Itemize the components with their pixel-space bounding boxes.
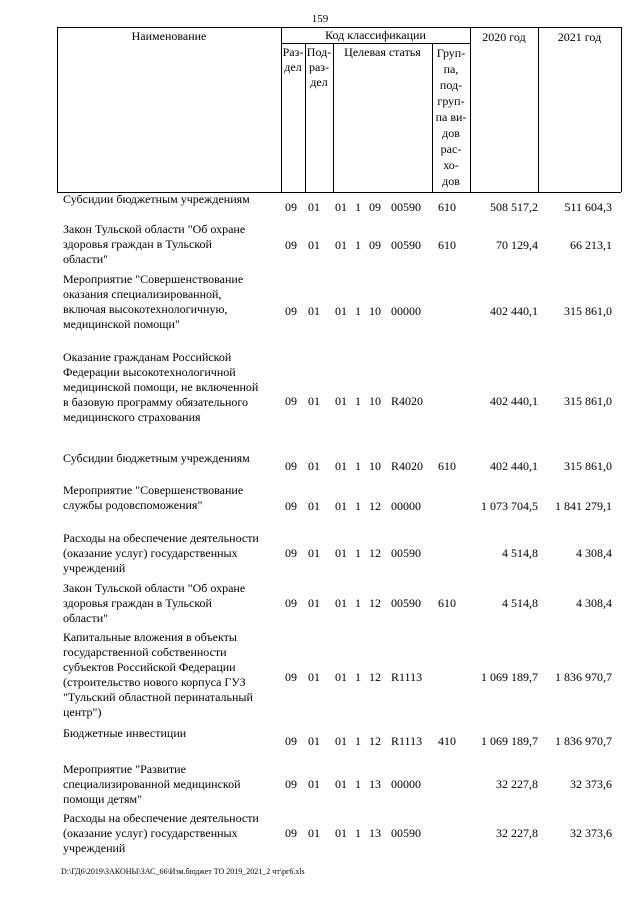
row-name-line: Бюджетные инвестиции (63, 726, 187, 740)
header-year-2020: 2020 год (482, 30, 526, 44)
row-name-line: Федерации высокотехнологичной (63, 365, 236, 379)
row-name (63, 272, 278, 332)
row-name (63, 726, 278, 741)
razdel-cell: 09 (285, 459, 297, 473)
row-name (63, 350, 278, 425)
header-year-2021: 2021 год (557, 30, 602, 44)
value-2021: 4 308,4 (576, 546, 612, 560)
target-item-part4: 00590 (391, 200, 421, 214)
target-item-part3: 13 (369, 777, 381, 791)
value-2020: 508 517,2 (490, 200, 538, 214)
value-2021: 315 861,0 (564, 459, 612, 473)
expense-group-cell: 610 (438, 238, 456, 252)
value-2021: 1 836 970,7 (555, 734, 612, 748)
header-target-item: Целевая статья (344, 45, 421, 59)
row-name-line: здоровья граждан в Тульской (63, 596, 212, 610)
razdel-cell: 09 (285, 596, 297, 610)
row-name-line: (строительство нового корпуса ГУЗ (63, 675, 246, 689)
razdel-cell: 09 (285, 394, 297, 408)
value-2021: 32 373,6 (570, 777, 612, 791)
value-2020: 402 440,1 (490, 304, 538, 318)
target-item-part2: 1 (355, 734, 361, 748)
target-item-part2: 1 (355, 596, 361, 610)
value-2021: 511 604,3 (564, 200, 612, 214)
value-2021: 1 841 279,1 (555, 499, 612, 513)
podrazdel-cell: 01 (308, 394, 320, 408)
row-name-line: Расходы на обеспечение деятельности (63, 531, 259, 545)
target-item-part4: 00590 (391, 826, 421, 840)
row-name-line: Оказание гражданам Российской (63, 350, 232, 364)
target-item-part4: R1113 (391, 734, 423, 748)
row-name-line: оказания специализированной, (63, 287, 222, 301)
target-item-part3: 10 (369, 304, 381, 318)
podrazdel-cell: 01 (308, 596, 320, 610)
expense-group-cell: 610 (438, 459, 456, 473)
target-item-part2: 1 (355, 670, 361, 684)
target-item-part4: R4020 (391, 394, 424, 408)
target-item-part2: 1 (355, 394, 361, 408)
value-2021: 4 308,4 (576, 596, 612, 610)
value-2021: 315 861,0 (564, 304, 612, 318)
target-item-part1: 01 (335, 546, 347, 560)
row-name-line: Мероприятие "Совершенствование (63, 483, 244, 497)
row-name-line: медицинской помощи, не включенной (63, 380, 259, 394)
header-name: Наименование (131, 29, 207, 43)
target-item-part1: 01 (335, 200, 347, 214)
target-item-part2: 1 (355, 304, 361, 318)
target-item-part3: 09 (369, 200, 381, 214)
podrazdel-cell: 01 (308, 200, 320, 214)
target-item-part1: 01 (335, 734, 347, 748)
value-2020: 1 069 189,7 (481, 734, 538, 748)
target-item-part3: 10 (369, 459, 381, 473)
podrazdel-cell: 01 (308, 459, 320, 473)
target-item-part3: 12 (369, 499, 381, 513)
row-name-line: медицинского страхования (63, 410, 201, 424)
row-name (63, 811, 278, 856)
row-name-line: Субсидии бюджетным учреждениям (63, 192, 250, 206)
podrazdel-cell: 01 (308, 734, 320, 748)
page-number: 159 (311, 13, 329, 25)
expense-group-cell: 610 (438, 200, 456, 214)
target-item-part1: 01 (335, 459, 347, 473)
target-item-part4: 00000 (391, 499, 421, 513)
row-name-line: государственной собственности (63, 645, 227, 659)
razdel-cell: 09 (285, 734, 297, 748)
value-2020: 32 227,8 (496, 777, 538, 791)
file-path-footer: D:\ГД6\2019\ЗАКОНЫ\ЗАС_66\Изм.бюджет ТО 2019_2021_2 чт\рг6.xls (61, 867, 305, 876)
value-2021: 32 373,6 (570, 826, 612, 840)
row-name-line: центр") (63, 705, 102, 719)
row-name-line: помощи детям" (63, 792, 142, 806)
row-name-line: (оказание услуг) государственных (63, 826, 238, 840)
row-name-line: Мероприятие "Совершенствование (63, 272, 244, 286)
razdel-cell: 09 (285, 238, 297, 252)
row-name (63, 531, 278, 576)
target-item-part3: 12 (369, 734, 381, 748)
razdel-cell: 09 (285, 200, 297, 214)
target-item-part1: 01 (335, 777, 347, 791)
target-item-part4: 00590 (391, 596, 421, 610)
row-name-line: Закон Тульской области "Об охране (63, 222, 246, 236)
podrazdel-cell: 01 (308, 826, 320, 840)
razdel-cell: 09 (285, 499, 297, 513)
target-item-part3: 10 (369, 394, 381, 408)
row-name-line: (оказание услуг) государственных (63, 546, 238, 560)
header-group: Груп- па, под- груп- па ви- дов рас- хо- дов (435, 46, 467, 188)
row-name (63, 762, 278, 807)
row-name-line: специализированной медицинской (63, 777, 241, 791)
value-2020: 1 069 189,7 (481, 670, 538, 684)
target-item-part1: 01 (335, 238, 347, 252)
value-2020: 402 440,1 (490, 394, 538, 408)
target-item-part1: 01 (335, 826, 347, 840)
header-code-classification: Код классификации (325, 28, 426, 42)
row-name-line: учреждений (63, 841, 126, 855)
row-name-line: области" (63, 611, 109, 625)
row-name-line: Субсидии бюджетным учреждениям (63, 451, 250, 465)
row-name (63, 483, 278, 513)
target-item-part4: 00000 (391, 304, 421, 318)
value-2021: 315 861,0 (564, 394, 612, 408)
target-item-part3: 12 (369, 670, 381, 684)
target-item-part1: 01 (335, 394, 347, 408)
razdel-cell: 09 (285, 826, 297, 840)
value-2020: 4 514,8 (502, 546, 538, 560)
target-item-part2: 1 (355, 459, 361, 473)
target-item-part2: 1 (355, 238, 361, 252)
razdel-cell: 09 (285, 777, 297, 791)
podrazdel-cell: 01 (308, 499, 320, 513)
row-name-line: службы родовспоможения" (63, 498, 203, 512)
row-name-line: Закон Тульской области "Об охране (63, 581, 246, 595)
value-2021: 66 213,1 (570, 238, 612, 252)
row-name-line: "Тульский областной перинатальный (63, 690, 253, 704)
row-name-line: области" (63, 252, 109, 266)
podrazdel-cell: 01 (308, 546, 320, 560)
row-name (63, 222, 278, 267)
target-item-part4: 00000 (391, 777, 421, 791)
target-item-part1: 01 (335, 499, 347, 513)
target-item-part3: 12 (369, 546, 381, 560)
row-name-line: субъектов Российской Федерации (63, 660, 236, 674)
target-item-part2: 1 (355, 777, 361, 791)
target-item-part2: 1 (355, 499, 361, 513)
header-razdel: Раз- дел (282, 45, 304, 74)
target-item-part4: R1113 (391, 670, 423, 684)
razdel-cell: 09 (285, 546, 297, 560)
target-item-part4: 00590 (391, 238, 421, 252)
row-name-line: здоровья граждан в Тульской (63, 237, 212, 251)
target-item-part2: 1 (355, 546, 361, 560)
value-2020: 1 073 704,5 (481, 499, 538, 513)
razdel-cell: 09 (285, 304, 297, 318)
target-item-part3: 12 (369, 596, 381, 610)
target-item-part1: 01 (335, 670, 347, 684)
row-name (63, 192, 278, 207)
row-name (63, 451, 278, 466)
razdel-cell: 09 (285, 670, 297, 684)
target-item-part1: 01 (335, 596, 347, 610)
target-item-part4: 00590 (391, 546, 421, 560)
value-2020: 70 129,4 (496, 238, 538, 252)
row-name-line: Расходы на обеспечение деятельности (63, 811, 259, 825)
row-name-line: в базовую программу обязательного (63, 395, 249, 409)
target-item-part1: 01 (335, 304, 347, 318)
header-podrazdel: Под- раз- дел (306, 45, 332, 89)
value-2020: 4 514,8 (502, 596, 538, 610)
value-2020: 402 440,1 (490, 459, 538, 473)
row-name-line: Капитальные вложения в объекты (63, 630, 237, 644)
row-name-line: медицинской помощи" (63, 317, 180, 331)
podrazdel-cell: 01 (308, 238, 320, 252)
row-name (63, 581, 278, 626)
row-name-line: учреждений (63, 561, 126, 575)
target-item-part3: 09 (369, 238, 381, 252)
target-item-part2: 1 (355, 826, 361, 840)
row-name-line: Мероприятие "Развитие (63, 762, 186, 776)
value-2021: 1 836 970,7 (555, 670, 612, 684)
row-name (63, 630, 278, 720)
target-item-part4: R4020 (391, 459, 424, 473)
target-item-part3: 13 (369, 826, 381, 840)
expense-group-cell: 410 (438, 734, 456, 748)
expense-group-cell: 610 (438, 596, 456, 610)
podrazdel-cell: 01 (308, 670, 320, 684)
value-2020: 32 227,8 (496, 826, 538, 840)
podrazdel-cell: 01 (308, 304, 320, 318)
row-name-line: включая высокотехнологичную, (63, 302, 228, 316)
target-item-part2: 1 (355, 200, 361, 214)
podrazdel-cell: 01 (308, 777, 320, 791)
